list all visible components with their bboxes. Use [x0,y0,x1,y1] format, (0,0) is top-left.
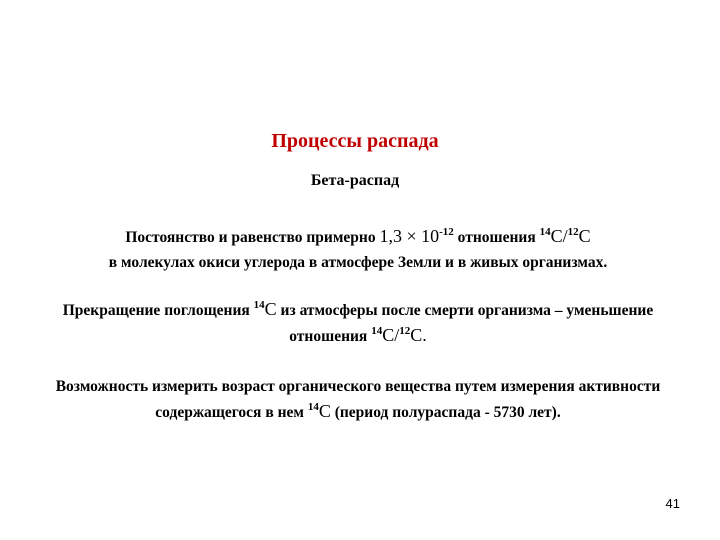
slide-subtitle: Бета-распад [310,172,400,189]
paragraph-constancy [40,224,676,275]
page-number: 41 [665,496,680,511]
p2-isotope2-symbol: С/ [382,325,400,345]
p1-coefficient: 1,3 × 10 [379,226,440,246]
p3-isotope-mass: 14 [307,401,319,413]
p1-isotope2-symbol: С [578,226,591,246]
p1-isotope1-mass: 14 [539,226,551,238]
p1-exponent: -12 [439,226,454,238]
p3-text-a: Возможность измерить возраст органического вещества путем измерения активности содержащегося в нем [55,378,661,421]
p2-text-a: Прекращение поглощения [62,302,254,319]
paragraph-dating [40,374,676,425]
p3-text-b: (период полураспада - 5730 лет). [330,404,561,421]
p1-isotope2-mass: 12 [567,226,579,238]
p2-isotope2-mass: 14 [371,325,383,337]
p1-isotope1-symbol: С/ [550,226,568,246]
p2-text-b: из атмосферы после смерти организма – уменьшение отношения [276,302,654,345]
p1-line2: в молекулах окиси углерода в атмосфере Земли и в живых организмах. [108,254,608,271]
paragraph-cessation [40,297,676,349]
p3-isotope-symbol: С [318,401,331,421]
p1-text-a: Постоянство и равенство примерно [125,229,380,246]
p1-text-b: отношения [453,229,540,246]
p2-isotope3-symbol: С. [410,325,427,345]
p2-isotope1-symbol: С [264,299,277,319]
p2-isotope3-mass: 12 [399,325,411,337]
p2-isotope1-mass: 14 [253,299,265,311]
slide-title: Процессы распада [271,130,439,152]
